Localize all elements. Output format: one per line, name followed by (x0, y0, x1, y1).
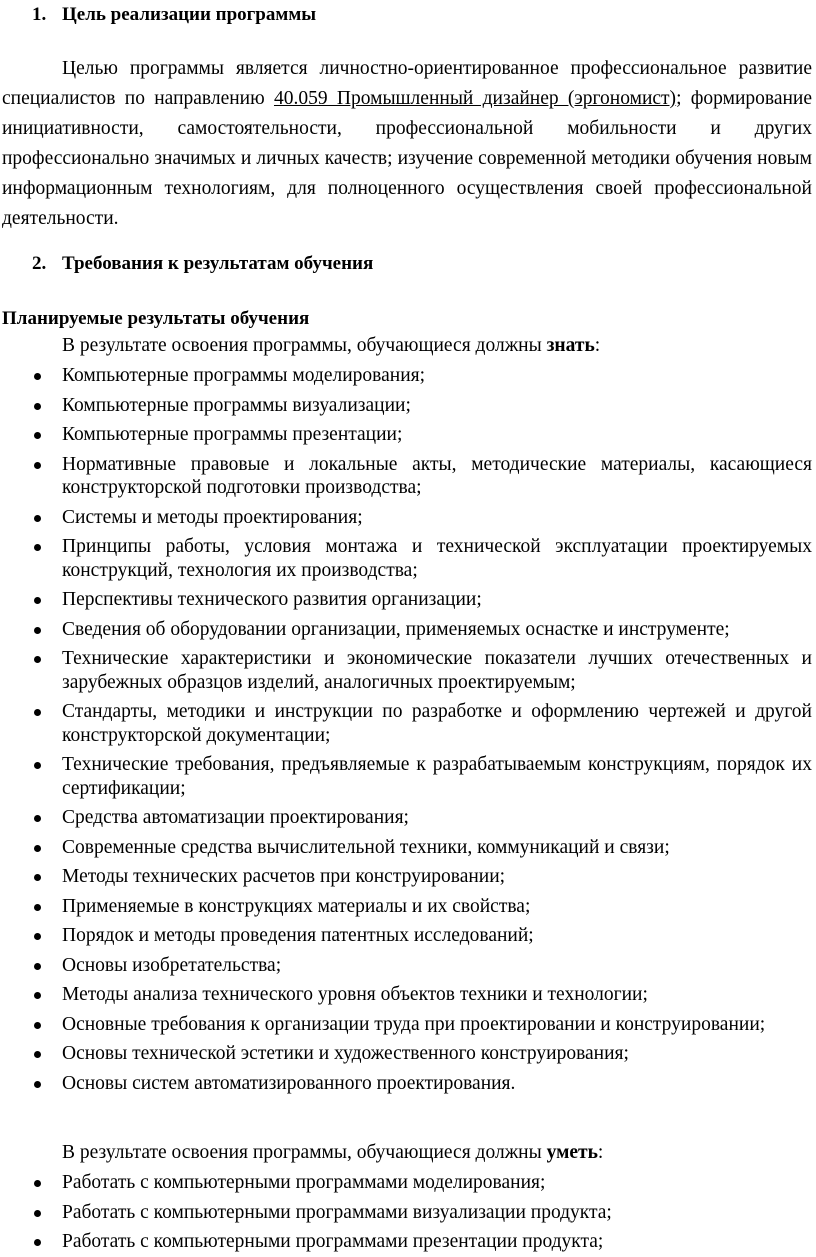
bullet-icon (34, 403, 41, 410)
bullet-icon (34, 904, 41, 911)
list-item-text: Работать с компьютерными программами моделирования; (62, 1172, 546, 1193)
know-intro-suffix: : (594, 335, 601, 356)
list-item-text: Работать с компьютерными программами презентации продукта; (62, 1231, 604, 1252)
bullet-icon (34, 933, 41, 940)
can-intro-keyword: уметь (546, 1142, 598, 1163)
list-item-text: Основы изобретательства; (62, 954, 282, 976)
bullet-icon (34, 373, 41, 380)
list-item (2, 1230, 812, 1254)
list-item-text: Технические характеристики и экономические показатели лучших отечественных и зарубежных образцов изделий, аналогичных проектируемым; (62, 648, 812, 693)
list-item-text: Основы технической эстетики и художественного конструирования; (62, 1043, 629, 1064)
list-item-text: Технические требования, предъявляемые к разрабатываемым конструкциям, порядок их сертификации; (62, 754, 812, 799)
list-item (2, 1171, 812, 1195)
list-item (2, 865, 812, 889)
list-item (2, 618, 812, 642)
goal-text-start: Целью программы является личностно-ориентированное профессиональное развитие специалистов по направлению (2, 58, 812, 109)
list-item (2, 700, 812, 747)
list-item (2, 1072, 812, 1096)
list-item (2, 895, 812, 919)
list-item-text: Нормативные правовые и локальные акты, методические материалы, касающиеся конструкторской подготовки производства; (62, 453, 812, 498)
list-item-text: Современные средства вычислительной техники, коммуникаций и связи; (62, 836, 670, 858)
bullet-icon (34, 1239, 41, 1246)
list-item (2, 588, 812, 612)
bullet-icon (34, 815, 41, 822)
bullet-icon (34, 432, 41, 439)
list-item (2, 394, 812, 418)
section-2-title: Требования к результатам обучения (62, 253, 374, 274)
list-item (2, 1013, 812, 1037)
goal-text-end: ; формирование инициативности, самостоятельности, профессиональной мобильности и других профессионально значимых и личных качеств; изучение современной методики обучения новым информационным технологиям, для полноценного осуществления своей профессиональной деятельности. (2, 88, 813, 229)
bullet-icon (34, 656, 41, 663)
list-item-text: Принципы работы, условия монтажа и технической эксплуатации проектируемых конструкций, технология их производства; (62, 536, 812, 581)
list-item-text: Работать с компьютерными программами визуализации продукта; (62, 1201, 612, 1223)
list-item-text: Системы и методы проектирования; (62, 506, 363, 528)
bullet-icon (34, 1180, 41, 1187)
list-item (2, 535, 812, 582)
bullet-icon (34, 709, 41, 716)
bullet-icon (34, 762, 41, 769)
list-item-text: Стандарты, методики и инструкции по разработке и оформлению чертежей и другой конструкторской документации; (62, 701, 812, 746)
list-item (2, 647, 812, 694)
goal-paragraph (2, 54, 812, 234)
know-list (2, 364, 812, 1095)
list-item (2, 753, 812, 800)
list-item-text: Основы систем автоматизированного проектирования. (62, 1072, 516, 1094)
can-intro (2, 1140, 603, 1166)
list-item (2, 1042, 812, 1066)
can-list (2, 1171, 812, 1254)
list-item (2, 364, 812, 388)
bullet-icon (34, 874, 41, 881)
section-1-number: 1. (32, 4, 47, 25)
section-2-heading (2, 251, 373, 277)
list-item-text: Компьютерные программы моделирования; (62, 365, 426, 386)
bullet-icon (34, 845, 41, 852)
list-item-text: Методы технических расчетов при конструировании; (62, 866, 506, 887)
bullet-icon (34, 515, 41, 522)
can-intro-suffix: : (597, 1142, 604, 1163)
planned-results-heading: Планируемые результаты обучения (2, 308, 310, 329)
list-item (2, 983, 812, 1007)
bullet-icon (34, 597, 41, 604)
list-item (2, 836, 812, 860)
know-intro-prefix: В результате освоения программы, обучающиеся должны (62, 335, 547, 356)
list-item-text: Компьютерные программы визуализации; (62, 394, 411, 416)
list-item (2, 954, 812, 978)
bullet-icon (34, 992, 41, 999)
bullet-icon (34, 1051, 41, 1058)
list-item-text: Применяемые в конструкциях материалы и их свойства; (62, 895, 531, 917)
bullet-icon (34, 544, 41, 551)
section-1-heading (2, 2, 316, 28)
bullet-icon (34, 1081, 41, 1088)
list-item (2, 1201, 812, 1225)
know-intro-keyword: знать (546, 335, 595, 356)
bullet-icon (34, 627, 41, 634)
list-item-text: Перспективы технического развития организации; (62, 589, 482, 610)
section-1-title: Цель реализации программы (62, 4, 317, 25)
bullet-icon (34, 963, 41, 970)
list-item (2, 506, 812, 530)
list-item-text: Методы анализа технического уровня объектов техники и технологии; (62, 984, 648, 1005)
list-item-text: Сведения об оборудовании организации, применяемых оснастке и инструменте; (62, 618, 730, 640)
bullet-icon (34, 462, 41, 469)
list-item (2, 423, 812, 447)
profession-link[interactable]: 40.059 Промышленный дизайнер (эргономист) (273, 88, 677, 109)
bullet-icon (34, 1022, 41, 1029)
list-item-text: Средства автоматизации проектирования; (62, 807, 409, 828)
know-intro (2, 333, 600, 359)
list-item (2, 806, 812, 830)
section-2-number: 2. (32, 253, 47, 274)
list-item-text: Порядок и методы проведения патентных исследований; (62, 925, 534, 946)
list-item-text: Основные требования к организации труда при проектировании и конструировании; (62, 1013, 766, 1035)
can-intro-prefix: В результате освоения программы, обучающиеся должны (62, 1142, 547, 1163)
list-item (2, 924, 812, 948)
list-item-text: Компьютерные программы презентации; (62, 424, 403, 445)
bullet-icon (34, 1210, 41, 1217)
list-item (2, 453, 812, 500)
